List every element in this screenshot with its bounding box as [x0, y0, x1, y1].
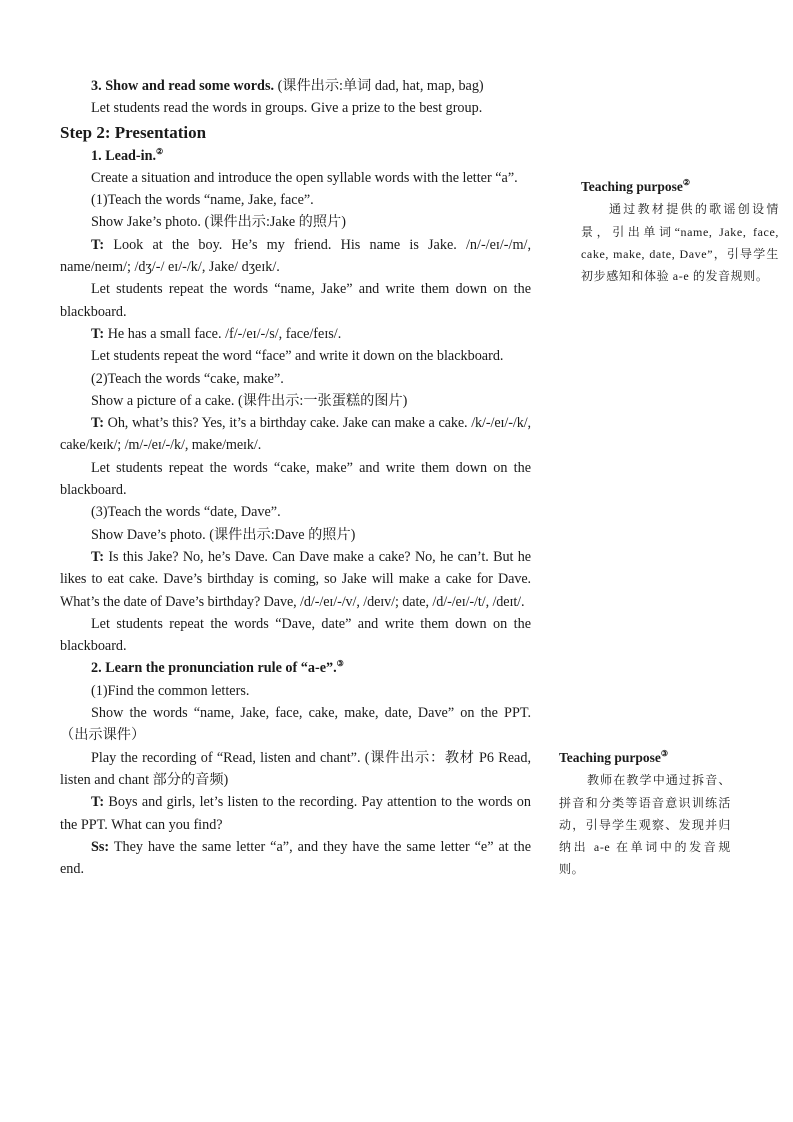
speaker-teacher: T:: [91, 236, 105, 253]
lead-in-label: 1. Lead-in.: [91, 147, 157, 164]
teach-name-jake-face: (1)Teach the words “name, Jake, face”.: [91, 192, 314, 209]
repeat-face: Let students repeat the word “face” and write it down on the blackboard.: [91, 348, 504, 365]
speaker-teacher: T:: [91, 548, 104, 565]
activity-3-text: (课件出示:单词 dad, hat, map, bag): [274, 78, 484, 94]
teacher-line-4-text: Is this Jake? No, he’s Dave. Can Dave make a cake? No, he can’t. But he likes to eat cake. Dave’s birthday is coming, so Jake will make a cake for Dave. What’s the date of Dave’s birthday? Dave, /d/-/eɪ/-/v/, /deɪv/; date, /d/-/eɪ/-/t/, /deɪt/.: [60, 548, 531, 610]
teaching-purpose-note-2: [581, 176, 779, 287]
teacher-line-1-text: Look at the boy. He’s my friend. His name is Jake. /n/-/eɪ/-/m/, name/neɪm/; /dʒ/-/ eɪ/-/k/, Jake/ dʒeɪk/.: [60, 236, 531, 276]
footnote-mark-3: ③: [336, 659, 344, 669]
speaker-teacher: T:: [91, 325, 105, 342]
teach-date-dave: (3)Teach the words “date, Dave”.: [91, 504, 281, 521]
teacher-line-1: [60, 234, 531, 279]
show-words-ppt: Show the words “name, Jake, face, cake, make, date, Dave” on the PPT. （出示课件）: [60, 705, 531, 744]
note-2-title-text: Teaching purpose: [581, 179, 683, 194]
students-line-text: They have the same letter “a”, and they have the same letter “e” at the end.: [60, 838, 531, 878]
step-2-heading: Step 2: Presentation: [60, 122, 207, 142]
speaker-teacher: T:: [91, 415, 104, 432]
footnote-mark-2: ②: [156, 146, 164, 156]
play-recording: Play the recording of “Read, listen and chant”. (课件出示：教材 P6 Read, listen and chant 部分的音频): [60, 749, 531, 788]
note-3-title-text: Teaching purpose: [559, 750, 661, 765]
show-cake-picture: Show a picture of a cake. (课件出示:一张蛋糕的图片): [91, 392, 408, 409]
students-line: [60, 836, 531, 881]
note-3-body: 教师在教学中通过拆音、拼音和分类等语音意识训练活动，引导学生观察、发现并归纳出 a-e 在单词中的发音规则。: [559, 773, 731, 877]
rule-heading: [60, 657, 531, 679]
teacher-line-3-text: Oh, what’s this? Yes, it’s a birthday cake. Jake can make a cake. /k/-/eɪ/-/k/, cake/keɪk/; /m/-/eɪ/-/k/, make/meɪk/.: [60, 415, 531, 454]
repeat-cake-make: Let students repeat the words “cake, make” and write them down on the blackboard.: [60, 459, 531, 499]
situation-paragraph: Create a situation and introduce the open syllable words with the letter “a”.: [91, 169, 518, 186]
show-jake-photo: Show Jake’s photo. (课件出示:Jake 的照片): [91, 214, 346, 231]
rule-label: 2. Learn the pronunciation rule of “a-e”.: [91, 660, 337, 677]
teach-cake-make: (2)Teach the words “cake, make”.: [91, 370, 284, 387]
teacher-line-5: [60, 791, 531, 836]
note-2-title: [581, 176, 779, 198]
find-common-letters: (1)Find the common letters.: [91, 682, 250, 699]
activity-3-heading: 3. Show and read some words.: [91, 78, 275, 94]
speaker-students: Ss:: [91, 838, 110, 855]
repeat-name-jake: Let students repeat the words “name, Jake” and write them down on the blackboard.: [60, 281, 531, 320]
lesson-body: [60, 75, 531, 880]
lead-in-heading: [60, 145, 531, 167]
teacher-line-2-text: He has a small face. /f/-/eɪ/-/s/, face/feɪs/.: [104, 325, 342, 342]
note-3-mark: ③: [660, 749, 669, 758]
teacher-line-3: [60, 412, 531, 457]
note-2-mark: ②: [682, 178, 691, 187]
teacher-line-2: [60, 323, 531, 345]
teaching-purpose-note-3: [559, 747, 731, 881]
teacher-line-5-text: Boys and girls, let’s listen to the recording. Pay attention to the words on the PPT. What can you find?: [60, 794, 531, 833]
note-3-title: [559, 747, 731, 769]
repeat-dave-date: Let students repeat the words “Dave, date” and write them down on the blackboard.: [60, 615, 531, 655]
teacher-line-4: [60, 546, 531, 613]
speaker-teacher: T:: [91, 794, 105, 811]
activity-3-paragraph: [60, 75, 531, 97]
group-reading-paragraph: Let students read the words in groups. Give a prize to the best group.: [91, 100, 483, 117]
note-2-body: 通过教材提供的歌谣创设情景，引出单词“name, Jake, face, cake, make, date, Dave”，引导学生初步感知和体验 a-e 的发音规则。: [581, 202, 779, 284]
show-dave-photo: Show Dave’s photo. (课件出示:Dave 的照片): [91, 526, 356, 543]
